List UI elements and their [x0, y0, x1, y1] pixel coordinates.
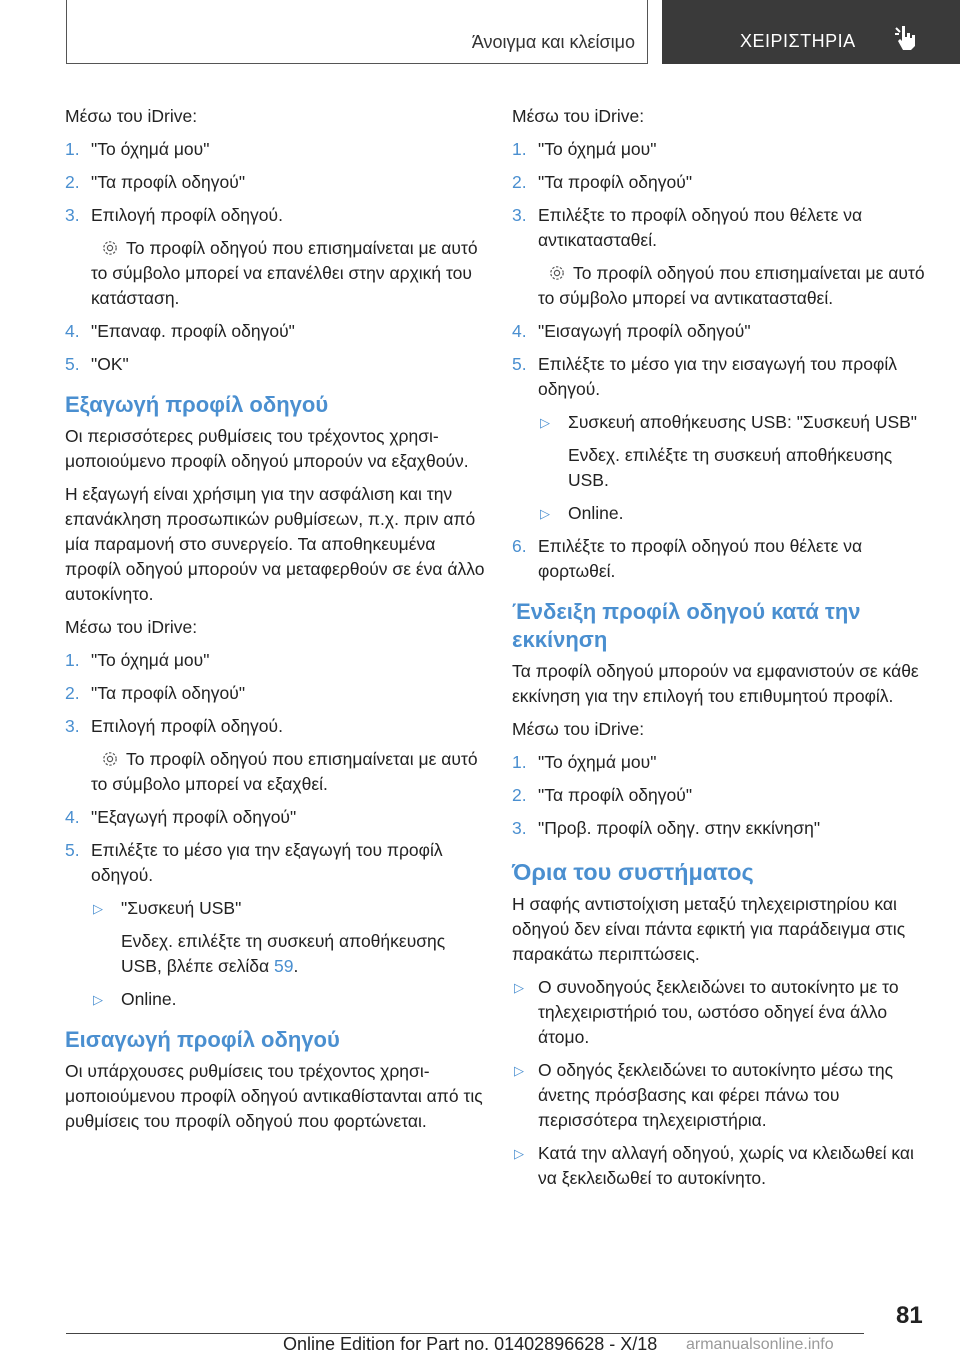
- bullet-item: ▷ Online.: [512, 501, 932, 526]
- list-item: 5. "OK": [65, 354, 129, 374]
- paragraph: Οι περισσότερες ρυθμίσεις του τρέχοντος χρησιμοποιούμενο προφίλ οδηγού μπορούν να εξαχθούν.: [65, 426, 469, 471]
- list-item: 1. "Το όχημά μου": [65, 650, 210, 670]
- hand-pointer-icon: [894, 24, 920, 52]
- triangle-right-icon: ▷: [514, 980, 524, 995]
- list-item: 2. "Τα προφίλ οδηγού": [512, 785, 693, 805]
- header-title-box: [66, 0, 648, 64]
- triangle-right-icon: ▷: [93, 901, 103, 916]
- gear-icon: [101, 750, 119, 768]
- bullet-item: ▷ Ο οδηγός ξεκλειδώνει το αυτοκίνητο μέσω της άνετης πρόσβασης και φέρει πάνω του περισσότερα τηλεχειριστήρια.: [512, 1058, 932, 1133]
- gear-icon: [101, 239, 119, 257]
- triangle-right-icon: ▷: [540, 506, 550, 521]
- triangle-right-icon: ▷: [540, 415, 550, 430]
- list-item: 1. "Το όχημά μου": [512, 752, 657, 772]
- bullet-item: ▷ Συσκευή αποθήκευσης USB: "Συσκευή USB": [512, 410, 932, 435]
- right-column: [512, 104, 932, 1199]
- note-replace: Το προφίλ οδηγού που επισημαίνεται με αυτό το σύμβολο μπορεί να αντικατασταθεί.: [538, 263, 925, 308]
- heading-import: Εισαγωγή προφίλ οδηγού: [65, 1027, 340, 1052]
- list-item: 2. "Τα προφίλ οδηγού": [65, 172, 246, 192]
- footer-edition: Online Edition for Part no. 01402896628 - X/18: [283, 1334, 658, 1354]
- right-intro-1: Μέσω του iDrive:: [512, 106, 645, 126]
- list-item: 5. Επιλέξτε το μέσο για την εξαγωγή του προφίλ οδηγού.: [65, 840, 443, 885]
- note-export: Το προφίλ οδηγού που επισημαίνεται με αυτό το σύμβολο μπορεί να εξαχθεί.: [91, 749, 478, 794]
- gear-icon: [548, 264, 566, 282]
- bullet-item: ▷ Κατά την αλλαγή οδηγού, χωρίς να κλειδωθεί και να ξεκλειδωθεί το αυτοκίνητο.: [512, 1141, 932, 1191]
- paragraph: Οι υπάρχουσες ρυθμίσεις του τρέχοντος χρησιμοποιούμενου προφίλ οδηγού αντικαθίστανται από τις ρυθμίσεις του προφίλ οδηγού που φορτώνεται.: [65, 1061, 483, 1131]
- header-section: ΧΕΙΡΙΣΤΗΡΙΑ: [740, 31, 856, 51]
- heading-display-at-start: Ένδειξη προφίλ οδηγού κατά την εκκίνηση: [512, 599, 861, 652]
- page-number: 81: [896, 1302, 923, 1329]
- bullet-item: ▷ Online.: [65, 987, 485, 1012]
- paragraph: Τα προφίλ οδηγού μπορούν να εμφανιστούν σε κάθε εκκίνηση για την επιλογή του επιθυμητού προφίλ.: [512, 661, 919, 706]
- list-item: 3. Επιλέξτε το προφίλ οδηγού που θέλετε να αντικατασταθεί.: [512, 205, 863, 250]
- list-item: 1. "Το όχημά μου": [512, 139, 657, 159]
- note-reset: Το προφίλ οδηγού που επισημαίνεται με αυτό το σύμβολο μπορεί να επανέλθει στην αρχική του κατάσταση.: [91, 238, 478, 308]
- list-item: 3. "Προβ. προφίλ οδηγ. στην εκκίνηση": [512, 818, 821, 838]
- bullet-item: ▷ "Συσκευή USB": [65, 896, 485, 921]
- list-item: 2. "Τα προφίλ οδηγού": [65, 683, 246, 703]
- heading-export: Εξαγωγή προφίλ οδηγού: [65, 392, 329, 417]
- heading-system-limits: Όρια του συστήματος: [512, 859, 754, 885]
- left-column: [65, 104, 485, 1142]
- triangle-right-icon: ▷: [514, 1063, 524, 1078]
- bullet-subtext: Ενδεχ. επιλέξτε τη συσκευή αποθήκευσης USB, βλέπε σελίδα 59.: [121, 931, 446, 976]
- list-item: 2. "Τα προφίλ οδηγού": [512, 172, 693, 192]
- paragraph: Η εξαγωγή είναι χρήσιμη για την ασφάλιση και την επανάκληση προσωπικών ρυθμίσεων, π.χ. πριν από μία παραμονή στο συνεργείο. Τα αποθηκευμένα προφίλ οδηγού μπορούν να μεταφερθούν σε ένα άλλο αυτοκίνητο.: [65, 484, 485, 604]
- header-title: Άνοιγμα και κλείσιμο: [471, 32, 635, 52]
- list-item: 4. "Εισαγωγή προφίλ οδηγού": [512, 321, 751, 341]
- watermark: armanualsonline.info: [686, 1336, 834, 1353]
- right-intro-2: Μέσω του iDrive:: [512, 719, 645, 739]
- left-intro-2: Μέσω του iDrive:: [65, 617, 198, 637]
- list-item: 3. Επιλογή προφίλ οδηγού.: [65, 205, 283, 225]
- paragraph: Η σαφής αντιστοίχιση μεταξύ τηλεχειριστηρίου και οδηγού δεν είναι πάντα εφικτή για παράδειγμα στις παρακάτω περιπτώσεις.: [512, 894, 906, 964]
- list-item: 4. "Επαναφ. προφίλ οδηγού": [65, 321, 295, 341]
- list-item: 1. "Το όχημά μου": [65, 139, 210, 159]
- bullet-subtext: Ενδεχ. επιλέξτε τη συσκευή αποθήκευσης USB.: [568, 445, 893, 490]
- left-intro-1: Μέσω του iDrive:: [65, 106, 198, 126]
- list-item: 6. Επιλέξτε το προφίλ οδηγού που θέλετε να φορτωθεί.: [512, 536, 863, 581]
- triangle-right-icon: ▷: [93, 992, 103, 1007]
- page-link[interactable]: 59: [274, 956, 294, 976]
- list-item: 3. Επιλογή προφίλ οδηγού.: [65, 716, 283, 736]
- list-item: 4. "Εξαγωγή προφίλ οδηγού": [65, 807, 297, 827]
- header-section-box: [662, 0, 960, 64]
- triangle-right-icon: ▷: [514, 1146, 524, 1161]
- list-item: 5. Επιλέξτε το μέσο για την εισαγωγή του προφίλ οδηγού.: [512, 354, 897, 399]
- bullet-item: ▷ Ο συνοδηγούς ξεκλειδώνει το αυτοκίνητο με το τηλεχειριστήριό του, ωστόσο οδηγεί ένα άλλο άτομο.: [512, 975, 932, 1050]
